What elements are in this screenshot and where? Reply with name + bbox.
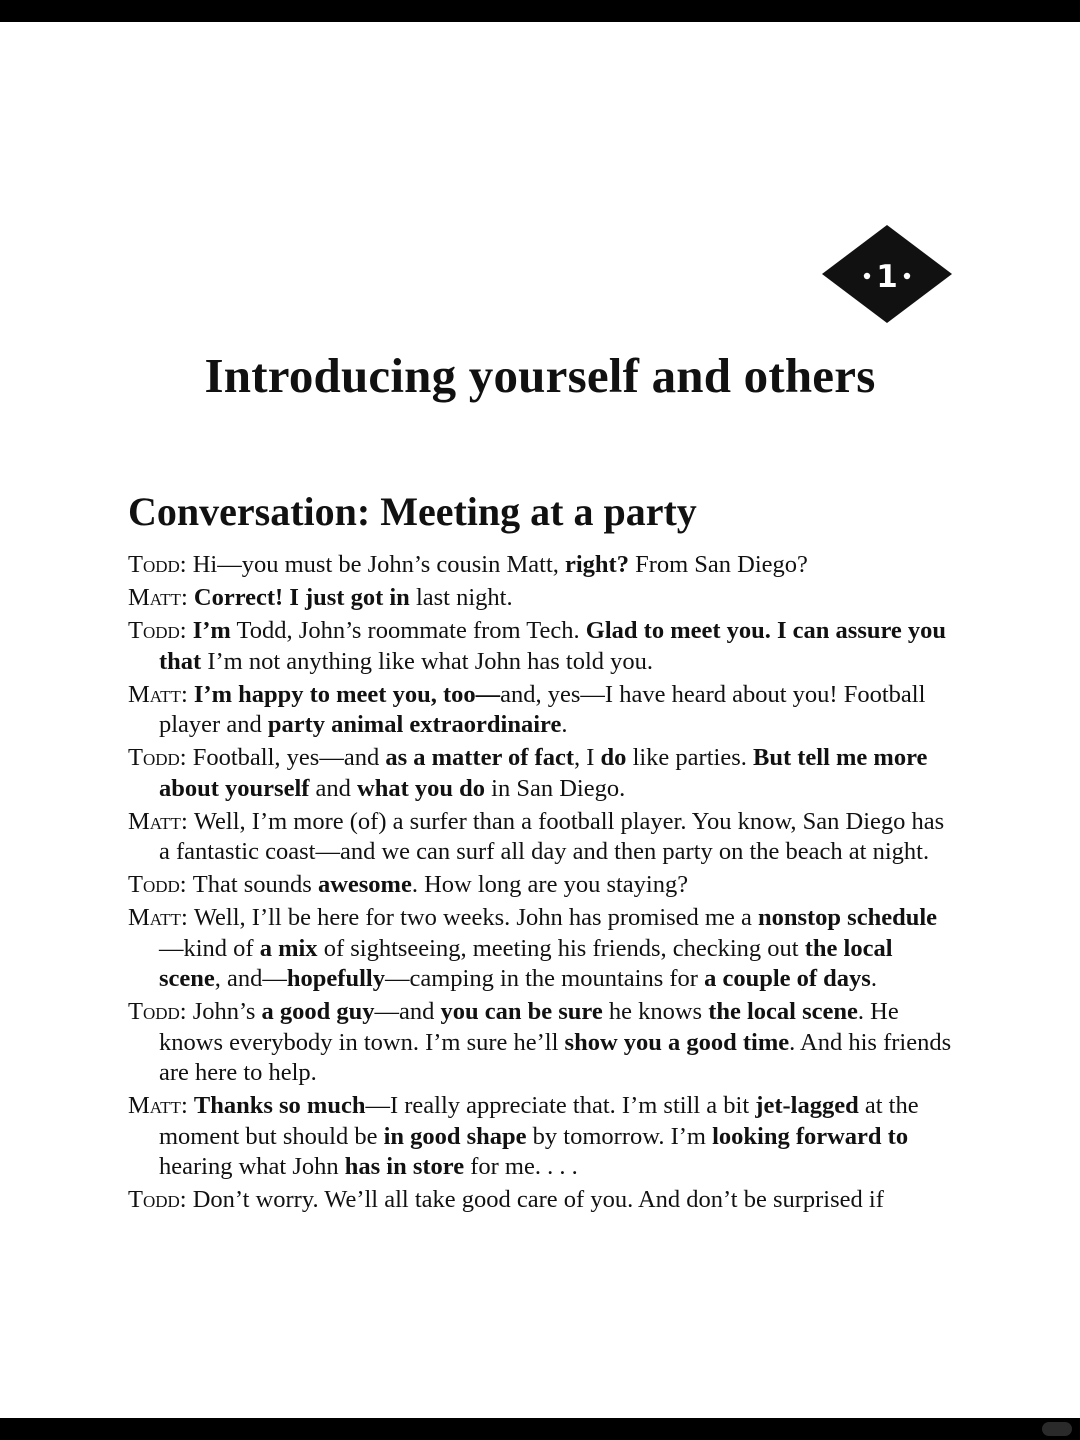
- key-phrase: But tell me more about yourself: [159, 744, 928, 802]
- dialogue-text: Todd, John’s roommate from Tech.: [230, 617, 586, 644]
- speaker-name: Matt: [128, 1092, 181, 1119]
- speaker-colon: :: [179, 998, 193, 1025]
- dialogue-text: Don’t worry. We’ll all take good care of you. And don’t be surprised if: [192, 1186, 884, 1213]
- key-phrase: Thanks so much: [193, 1092, 366, 1119]
- speaker-colon: :: [179, 617, 193, 644]
- dialogue-text: John’s: [192, 998, 262, 1025]
- key-phrase: the local scene: [708, 998, 858, 1025]
- dialogue-text: at the moment but should be: [159, 1092, 919, 1150]
- dialogue-text: he knows: [602, 998, 709, 1025]
- dialogue-text: —camping in the mountains for: [384, 965, 705, 992]
- speaker-name: Todd: [128, 551, 180, 578]
- key-phrase: party animal extraordinaire: [267, 711, 562, 738]
- key-phrase: Correct! I just got in: [193, 584, 410, 611]
- dialogue-line: [128, 807, 960, 868]
- dialogue-text: —and: [374, 998, 441, 1025]
- dialogue-line: [128, 1185, 960, 1216]
- key-phrase: right?: [565, 551, 629, 578]
- speaker-colon: :: [179, 871, 193, 898]
- dialogue-text: . How long are you staying?: [411, 871, 689, 898]
- speaker-colon: :: [180, 807, 194, 835]
- key-phrase: the local scene: [159, 934, 893, 992]
- speaker-name: Matt: [128, 680, 181, 708]
- speaker-name: Todd: [128, 744, 180, 771]
- dialogue-text: Well, I’ll be here for two weeks. John has promised me a: [193, 904, 758, 931]
- chapter-number-badge: [820, 223, 954, 325]
- dialogue-text: and, yes—I have heard about you! Football player and: [159, 680, 926, 738]
- key-phrase: you can be sure: [440, 998, 603, 1025]
- key-phrase: in good shape: [383, 1122, 527, 1150]
- dialogue-text: , I: [574, 744, 601, 771]
- dialogue-text: . He knows everybody in town. I’m sure he’ll: [159, 998, 899, 1056]
- dialogue-text: for me. . . .: [464, 1153, 578, 1180]
- dialogue-text: .: [870, 965, 877, 992]
- key-phrase: nonstop schedule: [757, 904, 938, 931]
- key-phrase: show you a good time: [564, 1028, 790, 1056]
- dialogue-text: Football, yes—and: [192, 744, 386, 771]
- dialogue-text: Well, I’m more (of) a surfer than a football player. You know, San Diego has a fantastic coast—and we can surf all day and then party on the beach at night.: [159, 807, 945, 865]
- speaker-colon: :: [180, 904, 194, 931]
- watermark-badge: [1042, 1422, 1072, 1436]
- dialogue-text: I’m not anything like what John has told you.: [201, 647, 654, 675]
- chapter-title: Introducing yourself and others: [204, 348, 876, 403]
- key-phrase: I’m: [192, 617, 231, 644]
- speaker-colon: :: [179, 744, 193, 771]
- dialogue-text: . And his friends are here to help.: [159, 1028, 952, 1086]
- key-phrase: jet-lagged: [755, 1092, 859, 1119]
- key-phrase: what you do: [357, 774, 486, 802]
- key-phrase: as a matter of fact: [385, 744, 574, 771]
- dialogue-line: [128, 903, 960, 995]
- dialogue-line: [128, 680, 960, 741]
- key-phrase: awesome: [317, 871, 412, 898]
- speaker-name: Matt: [128, 584, 181, 611]
- dialogue-text: —kind of: [159, 934, 260, 962]
- section-title: Conversation: Meeting at a party: [128, 489, 697, 534]
- speaker-name: Todd: [128, 1186, 180, 1213]
- dialogue-line: [128, 616, 960, 677]
- speaker-name: Todd: [128, 998, 180, 1025]
- dialogue-text: hearing what John: [159, 1153, 345, 1180]
- dialogue-text: by tomorrow. I’m: [526, 1122, 713, 1150]
- dialogue-line: [128, 743, 960, 804]
- dialogue-text: last night.: [409, 584, 513, 611]
- key-phrase: a couple of days: [704, 965, 871, 992]
- speaker-colon: :: [179, 1186, 193, 1213]
- dialogue-text: and: [309, 774, 358, 802]
- diamond-badge-icon: [820, 223, 954, 325]
- dialogue-text: .: [561, 711, 568, 738]
- dialogue-transcript: [128, 550, 960, 1218]
- dialogue-line: [128, 1091, 960, 1183]
- chapter-number: 1: [876, 259, 898, 295]
- dialogue-text: of sightseeing, meeting his friends, checking out: [317, 934, 805, 962]
- dialogue-line: [128, 870, 960, 901]
- speaker-colon: :: [180, 680, 194, 708]
- speaker-name: Matt: [128, 904, 181, 931]
- dialogue-text: Hi—you must be John’s cousin Matt,: [192, 551, 565, 578]
- key-phrase: a mix: [259, 934, 318, 962]
- key-phrase: looking forward to: [712, 1122, 909, 1150]
- dialogue-text: —I really appreciate that. I’m still a bit: [365, 1092, 756, 1119]
- dialogue-text: From San Diego?: [628, 551, 808, 578]
- key-phrase: I’m happy to meet you, too—: [193, 680, 501, 708]
- key-phrase: do: [600, 744, 627, 771]
- key-phrase: has in store: [344, 1153, 465, 1180]
- speaker-name: Todd: [128, 871, 180, 898]
- dialogue-line: [128, 583, 960, 614]
- book-page: [0, 22, 1080, 1418]
- speaker-name: Todd: [128, 617, 180, 644]
- dialogue-line: [128, 997, 960, 1089]
- key-phrase: Glad to meet you. I can assure you that: [159, 617, 947, 675]
- dialogue-line: [128, 550, 960, 581]
- dialogue-text: That sounds: [192, 871, 318, 898]
- speaker-colon: :: [180, 1092, 194, 1119]
- key-phrase: hopefully: [286, 965, 385, 992]
- dialogue-text: in San Diego.: [485, 774, 626, 802]
- dialogue-text: , and—: [214, 965, 287, 992]
- speaker-colon: :: [180, 584, 194, 611]
- speaker-colon: :: [179, 551, 193, 578]
- speaker-name: Matt: [128, 807, 181, 835]
- dialogue-text: like parties.: [626, 744, 753, 771]
- key-phrase: a good guy: [261, 998, 375, 1025]
